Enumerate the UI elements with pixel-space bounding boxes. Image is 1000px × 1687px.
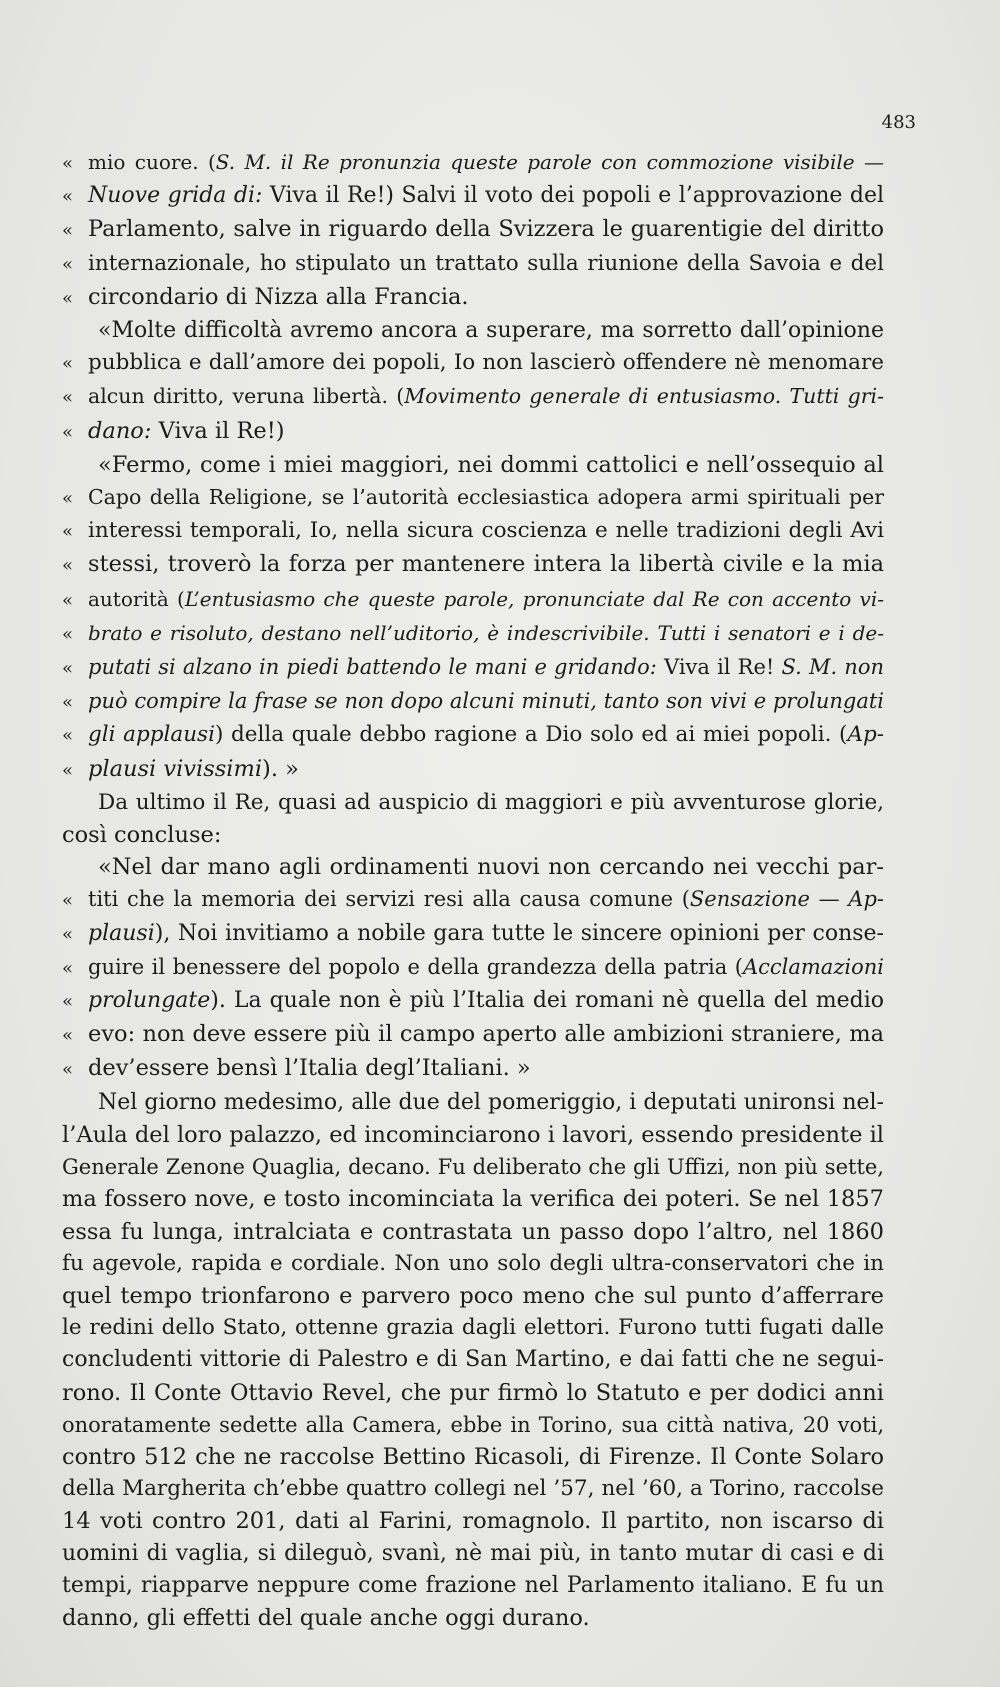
text-line [62,515,884,548]
quote-mark: « [62,923,74,945]
text-segment: 14 voti contro 201, dati al Farini, romagnolo. Il partito, non iscarso di [62,1508,884,1535]
text-line [62,1280,884,1312]
quote-mark: « [62,957,74,979]
italic-text: plausi [88,920,155,946]
text-line [62,1216,884,1248]
quote-mark: « [62,421,74,443]
text-line [62,985,884,1018]
italic-text: Sensazione — Ap- [689,887,884,912]
quote-mark: « [62,555,74,577]
text-line [62,685,884,719]
quote-mark: « [62,1025,74,1047]
text-line [62,1183,884,1215]
italic-text: Nuove grida di: [88,183,263,209]
text-segment: danno, gli effetti del quale anche oggi durano. [62,1604,590,1631]
italic-text: S. M. non [781,655,884,680]
text-segment: le redini dello Stato, ottenne grazia dagli elettori. Furono tutti fugati dalle [62,1315,884,1341]
italic-text: Ap- [847,722,884,748]
text-segment: l’Aula del loro palazzo, ed incominciarono i lavori, essendo presidente il [62,1121,884,1148]
italic-text: Movimento generale di entusiasmo. Tutti gri- [404,384,884,409]
text-segment: onoratamente sedette alla Camera, ebbe in Torino, sua città nativa, 20 voti, [62,1412,884,1437]
text-line [62,281,884,315]
text-line [62,1409,884,1441]
text-segment: rono. Il Conte Ottavio Revel, che pur firmò lo Statuto e per dodici anni [62,1379,884,1406]
text-segment: interessi temporali, Io, nella sicura coscienza e nelle tradizioni degli Avi [88,518,884,544]
text-line [62,719,884,752]
text-line [62,583,884,617]
text-segment: stessi, troverò la forza per mantenere intera la libertà civile e la mia [88,551,884,578]
italic-text: L’entusiasmo che queste parole, pronunciate dal Re con accento vi- [184,586,884,611]
quote-mark: « [62,220,74,242]
quote-mark: « [62,725,74,747]
text-line [62,1052,884,1086]
body-text [62,146,884,1634]
text-line [62,1018,884,1052]
text-segment: Da ultimo il Re, quasi ad auspicio di maggiori e più avventurose glorie, [98,789,884,815]
text-line [62,787,884,819]
text-segment: ma fossero nove, e tosto incominciata la verifica dei poteri. Se nel 1857 [62,1186,884,1213]
text-line [62,315,884,347]
italic-text: brato e risoluto, destano nell’uditorio, è indescrivibile. Tutti i senatori e i de- [88,620,884,645]
quote-mark: « [62,186,74,208]
quote-mark: « [62,890,74,912]
text-segment: Capo della Religione, se l’autorità ecclesiastica adopera armi spirituali per [88,485,884,510]
text-segment: ) della quale debbo ragione a Dio solo ed ai miei popoli. ( [214,722,848,748]
text-segment: così concluse: [62,822,222,849]
text-line [62,1377,884,1409]
quote-mark: « [62,387,74,409]
italic-text: S. M. il Re pronunzia queste parole con commozione visibile — [215,150,884,174]
text-line [62,380,884,414]
quote-mark: « [62,589,74,611]
italic-text: Acclamazioni [742,954,884,979]
text-segment: alcun diritto, veruna libertà. ( [88,384,405,409]
text-segment: mio cuore. ( [88,150,216,174]
text-segment: ). » [262,755,299,782]
text-line [62,918,884,951]
text-line [62,449,884,481]
text-line [62,1151,884,1183]
text-line [62,1312,884,1344]
text-line [62,180,884,213]
text-segment: concludenti vittorie di Palestro e di San Martino, e dai fatti che ne segui- [62,1347,884,1373]
quote-mark: « [62,759,74,781]
quote-mark: « [62,153,74,174]
italic-text: può compire la frase se non dopo alcuni minuti, tanto son vivi e prolungati [88,689,884,714]
text-line [62,617,884,651]
text-segment: «Nel dar mano agli ordinamenti nuovi non cercando nei vecchi par- [98,854,884,881]
italic-text: dano: [88,417,152,444]
text-line [62,548,884,582]
italic-text: gli applausi [88,722,215,748]
italic-text: prolungate [88,988,211,1014]
text-segment: ). La quale non è più l’Italia dei romani nè quella del medio [210,988,884,1014]
text-line [62,1538,884,1570]
text-segment: uomini di vaglia, si dileguò, svanì, nè mai più, in tanto mutar di casi e di [62,1540,884,1566]
quote-mark: « [62,287,74,309]
italic-text: plausi vivissimi [88,755,263,782]
text-line [62,1119,884,1151]
text-line [62,819,884,851]
text-segment: circondario di Nizza alla Francia. [88,283,469,310]
text-segment: «Molte difficoltà avremo ancora a superare, ma sorretto dall’opinione [98,318,884,344]
text-segment: Parlamento, salve in riguardo della Svizzera le guarentigie del diritto [88,216,884,243]
text-segment: guire il benessere del popolo e della grandezza della patria ( [88,954,743,979]
quote-mark: « [62,1059,74,1081]
text-line [62,1570,884,1602]
text-line [62,851,884,883]
text-segment: evo: non deve essere più il campo aperto alle ambizioni straniere, ma [88,1021,884,1048]
text-line [62,753,884,787]
text-segment: Viva il Re!) [151,417,285,444]
text-line [62,1248,884,1280]
quote-mark: « [62,488,74,510]
text-line [62,651,884,685]
text-line [62,415,884,449]
text-line [62,1505,884,1537]
quote-mark: « [62,692,74,714]
text-segment: essa fu lunga, intralciata e contrastata un passo dopo l’altro, nel 1860 [62,1218,884,1245]
text-line [62,1473,884,1505]
text-segment: titi che la memoria dei servizi resi alla causa comune ( [88,887,690,912]
quote-mark: « [62,353,74,375]
text-line [62,146,884,180]
text-line [62,883,884,917]
text-segment: Viva il Re!) Salvi il voto dei popoli e l’approvazione del [262,183,884,209]
text-line [62,1602,884,1634]
text-segment: tempi, riapparve neppure come frazione nel Parlamento italiano. E fu un [62,1572,884,1598]
text-segment: Generale Zenone Quaglia, decano. Fu deliberato che gli Uffizi, non più sette, [62,1155,884,1180]
text-segment: dev’essere bensì l’Italia degl’Italiani. » [88,1055,531,1082]
text-segment: ), Noi invitiamo a nobile gara tutte le sincere opinioni per conse- [154,920,884,946]
quote-mark: « [62,991,74,1013]
text-segment: pubblica e dall’amore dei popoli, Io non lascierò offendere nè menomare [88,350,884,376]
quote-mark: « [62,521,74,543]
quote-mark: « [62,253,74,275]
text-line [62,248,884,281]
text-line [62,347,884,380]
text-segment: della Margherita ch’ebbe quattro collegi nel ’57, nel ’60, a Torino, raccolse [62,1476,884,1502]
text-line [62,481,884,515]
text-segment: internazionale, ho stipulato un trattato sulla riunione della Savoia e del [88,250,884,276]
text-line [62,951,884,985]
text-segment: Nel giorno medesimo, alle due del pomeriggio, i deputati unironsi nel- [98,1089,884,1115]
text-segment: fu agevole, rapida e cordiale. Non uno solo degli ultra-conservatori che in [62,1250,884,1276]
text-segment: quel tempo trionfarono e parvero poco meno che sul punto d’afferrare [62,1282,884,1309]
page-number: 483 [881,112,916,133]
italic-text: putati si alzano in piedi battendo le mani e gridando: [88,655,657,680]
text-segment: autorità ( [88,586,185,611]
text-line [62,213,884,247]
text-line [62,1087,884,1119]
text-line [62,1344,884,1376]
text-segment: Viva il Re! [656,655,782,680]
quote-mark: « [62,658,74,680]
text-segment: contro 512 che ne raccolse Bettino Ricasoli, di Firenze. Il Conte Solaro [62,1443,884,1470]
text-segment: «Fermo, come i miei maggiori, nei dommi cattolici e nell’ossequio al [98,451,884,478]
quote-mark: « [62,623,74,645]
text-line [62,1441,884,1473]
